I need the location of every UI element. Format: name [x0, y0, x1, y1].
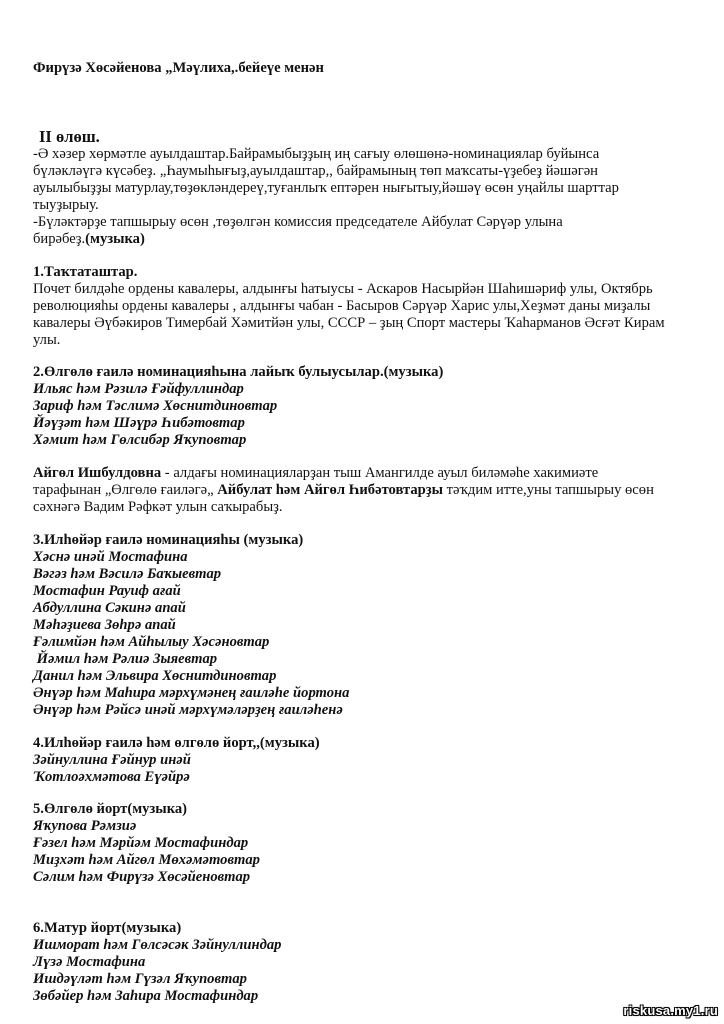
section-2-name: Зариф һәм Тәслимә Хөснитдиновтар — [33, 398, 278, 414]
section-3-name: Мостафин Рауиф ағай — [33, 583, 181, 599]
intro-line: тыуҙырыу. — [33, 197, 99, 213]
section-5-name: Яҡупова Рәмзиә — [33, 818, 137, 834]
section-1-line: улы. — [33, 332, 61, 348]
document-title: Фирүзә Хөсәйенова „Мәүлиха,.бейеүе менән — [33, 60, 324, 76]
intro-line: -Ә хәзер хөрмәтле ауылдаштар.Байрамыбыҙҙың иң сағыу өлөшөнә-номинациялар буйынса — [33, 146, 600, 162]
section-3-name: Абдуллина Сәкинә апай — [33, 600, 186, 616]
announcement-text: тәҡдим итте,уны тапшырыу өсөн — [443, 482, 654, 498]
section-3-name: Ғәлимйән һәм Айһылыу Хәсәновтар — [33, 634, 270, 650]
section-6-name: Зөбәйер һәм Заһира Мостафиндар — [33, 988, 259, 1004]
section-6-name: Лүзә Мостафина — [33, 954, 146, 970]
announcement-text: - алдағы номинацияларҙан тыш Амангилде ауыл биләмәһе хакимиәте — [161, 465, 599, 481]
announcement-line — [33, 482, 654, 499]
intro-text: бирәбеҙ. — [33, 231, 86, 247]
section-1-line: кавалеры Әүбәкиров Тимербай Хәмитйән улы, СССР – ҙың Спорт мастеры Ҡаһарманов Әсғәт Кирам — [33, 315, 665, 331]
section-3-name: Вәгәз һәм Вәсилә Баҡыевтар — [33, 566, 222, 582]
section-3-name: Хәснә инәй Мостафина — [33, 549, 188, 565]
section-6-name: Ишдәүләт һәм Гүзәл Яҡуповтар — [33, 971, 247, 987]
section-2-name: Йәүҙәт һәм Шәүрә Һибәтовтар — [33, 415, 245, 431]
section-2-name: Ильяс һәм Рәзилә Ғәйфуллиндар — [33, 381, 244, 397]
intro-line: бүләкләүгә күсәбеҙ. „Һаумыһығыҙ,ауылдаштар,, байрамының төп маҡсаты-үҙебеҙ йәшәгән — [33, 163, 598, 179]
section-3-heading: 3.Илһөйәр ғаилә номинацияһы (музыка) — [33, 532, 304, 548]
section-3-name: Әнүәр һәм Рәйсә инәй мәрхүмәләрҙең ғаиләһенә — [33, 702, 343, 718]
intro-line: ауылыбыҙҙы матурлау,төҙөкләндереү,туғанлыҡ ептәрен нығытыу,йәшәү өсөн уңайлы шарттар — [33, 180, 619, 196]
intro-line: -Бүләктәрҙе тапшырыу өсөн ,төҙөлгән комиссия председателе Айбулат Сәрүәр улына — [33, 214, 563, 230]
section-5-name: Ғәзел һәм Мәрйәм Мостафиндар — [33, 835, 249, 851]
section-3-name: Йәмил һәм Рәлиә Зыяевтар — [33, 651, 218, 667]
section-1-heading: 1.Таҡтаташтар. — [33, 264, 138, 280]
section-1-line: революцияһы ордены кавалеры , алдынғы чабан - Басыров Сәрүәр Харис улы,Хеҙмәт даны миҙалы — [33, 298, 651, 314]
part-heading: II өлөш. — [39, 127, 100, 146]
section-5-name: Миҙхәт һәм Айгөл Мөхәмәтовтар — [33, 852, 260, 868]
section-5-name: Сәлим һәм Фирүзә Хөсәйеновтар — [33, 869, 251, 885]
section-4-name: Зәйнуллина Ғәйнур инәй — [33, 752, 191, 768]
intro-line-last — [33, 231, 145, 248]
announcement-line — [33, 465, 598, 482]
section-4-name: Ҡотлоәхмәтова Еүәйрә — [33, 769, 190, 785]
section-4-heading: 4.Илһөйәр ғаилә һәм өлгөлө йорт,,(музыка) — [33, 735, 320, 751]
section-6-name: Ишморат һәм Гөлсәсәк Зәйнуллиндар — [33, 937, 282, 953]
nominee-names: Айбулат һәм Айгөл Һибәтовтарҙы — [217, 482, 444, 498]
section-6-heading: 6.Матур йорт(музыка) — [33, 920, 182, 936]
section-2-heading: 2.Өлгөлө ғаилә номинацияһына лайыҡ булыусылар.(музыка) — [33, 364, 444, 380]
section-2-name: Хәмит һәм Гөлсибәр Яҡуповтар — [33, 432, 247, 448]
music-note-label: (музыка) — [85, 231, 145, 247]
section-3-name: Әнүәр һәм Маһира мәрхүмәнең ғаиләһе йортона — [33, 685, 350, 701]
announcement-text: тарафынан „Өлгөлө ғаиләгә„ — [33, 482, 218, 498]
section-1-line: Почет билдәһе ордены кавалеры, алдынғы һатыусы - Аскаров Насырйән Шаһишәриф улы, Октябрь — [33, 281, 653, 297]
section-5-heading: 5.Өлгөлө йорт(музыка) — [33, 801, 188, 817]
announcer-name: Айгөл Ишбулдовна — [33, 465, 162, 481]
section-3-name: Мәһәҙиева Зөһрә апай — [33, 617, 176, 633]
site-watermark: riskusa.my1.ru — [623, 1003, 718, 1018]
announcement-line: сәхнәгә Вадим Рәфкәт улын саҡырабыҙ. — [33, 499, 283, 515]
section-3-name: Данил һәм Эльвира Хөснитдиновтар — [33, 668, 277, 684]
